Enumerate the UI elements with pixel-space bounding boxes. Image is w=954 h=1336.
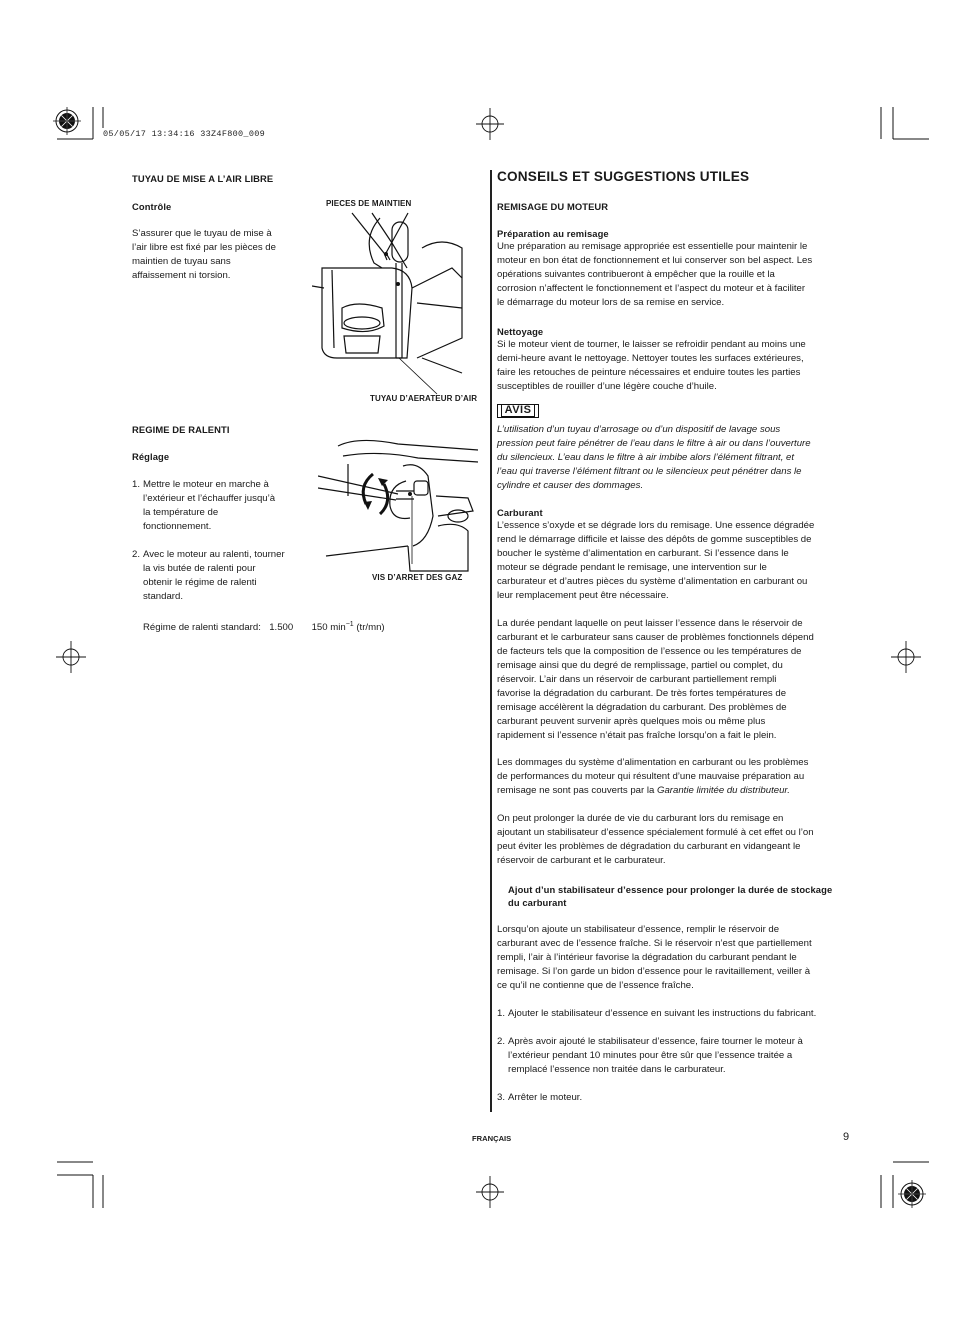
engine-storage-title: REMISAGE DU MOTEUR bbox=[497, 201, 609, 212]
idle-step-2: 2. Avec le moteur au ralenti, tourner la vis butée de ralenti pour obtenir le régime de ralenti standard. bbox=[132, 549, 285, 602]
stabilizer-step-1: 1. Ajouter le stabilisateur d’essence en suivant les instructions du fabricant. bbox=[497, 1008, 817, 1019]
crosshair-bottom-icon bbox=[476, 1176, 504, 1208]
idle-step-1: 1. Mettre le moteur en marche à l’extérieur et l’échauffer jusqu’à la température de fonctionnement. bbox=[132, 479, 276, 532]
fuel-heading: Carburant bbox=[497, 507, 543, 518]
fuel-paragraph-2: La durée pendant laquelle on peut laisser l’essence dans le réservoir de carburant et le carburateur sans causer de problèmes fonctionnels dépend de facteurs tels que la composition de l’essence ou les températures de remisage ainsi que du degré de remplissage, partiel ou complet, du réservoir. L’air dans un réservoir de carburant partiellement rempli favorise la dégradation du carburant. De très fortes températures de remisage accélèrent la dégradation du carburant. Des problèmes de carburant peuvent survenir après quelques mois ou même plus rapidement si l’essence n’était pas fraîche lorsqu’on a fait le plein. bbox=[497, 618, 814, 741]
idle-speed-subtitle: Réglage bbox=[132, 451, 170, 462]
crosshair-top-icon bbox=[476, 108, 504, 140]
stabilizer-step-3: 3. Arrêter le moteur. bbox=[497, 1092, 583, 1103]
throttle-stop-screw-illustration bbox=[318, 436, 486, 576]
breather-tube-subtitle: Contrôle bbox=[132, 201, 172, 212]
stabilizer-step-2: 2. Après avoir ajouté le stabilisateur d’essence, faire tourner le moteur à l’extérieur pendant 10 minutes pour être sûr que l’essence traitée a remplacé l’essence non traitée dans le carburateur. bbox=[497, 1036, 803, 1075]
cleaning-paragraph: Si le moteur vient de tourner, le laisser se refroidir pendant au moins une demi-heure avant le nettoyage. Nettoyer toutes les surfaces extérieures, faire les retouches de peinture nécessaires et enduire toutes les parties susceptibles de rouiller d’une légère couche d’huile. bbox=[497, 339, 806, 392]
crosshair-right-icon bbox=[891, 641, 921, 673]
figure2-caption: VIS D’ARRET DES GAZ bbox=[372, 573, 463, 582]
prep-heading: Préparation au remisage bbox=[497, 228, 609, 239]
figure1-caption-top: PIECES DE MAINTIEN bbox=[326, 199, 412, 208]
idle-speed-title: REGIME DE RALENTI bbox=[132, 424, 230, 435]
figure1-caption-bottom: TUYAU D’AERATEUR D’AIR bbox=[370, 394, 478, 403]
footer-language: FRANÇAIS bbox=[472, 1134, 512, 1143]
notice-badge: AVIS bbox=[497, 404, 539, 418]
notice-paragraph: L’utilisation d’un tuyau d’arrosage ou d’un dispositif de lavage sous pression peut faire pénétrer de l’eau dans le filtre à air ou dans l’ouverture du silencieux. L’eau dans le filtre à air imbibe alors l’élément filtrant, et l’eau qui traverse l’élément filtrant ou le silencieux peut pénétrer dans le cylindre et causer des dommages. bbox=[497, 424, 811, 491]
stabilizer-paragraph: Lorsqu’on ajoute un stabilisateur d’essence, remplir le réservoir de carburant avec de l’essence fraîche. Si le réservoir n’est que partiellement rempli, l’air à l’intérieur favorise la dégradation du carburant pendant le remisage. Si l’on garde un bidon d’essence pour le ravitaillement, veiller à ce qu’il ne contienne que de l’essence fraîche. bbox=[497, 924, 812, 991]
print-stamp: 05/05/17 13:34:16 33Z4F800_009 bbox=[103, 129, 266, 139]
page-number: 9 bbox=[843, 1131, 850, 1143]
column-rule bbox=[490, 170, 492, 1112]
crosshair-left-icon bbox=[56, 641, 86, 673]
breather-tube-paragraph: S’assurer que le tuyau de mise à l’air libre est fixé par les pièces de maintien de tuyau sans affaissement ni torsion. bbox=[132, 228, 276, 281]
fuel-paragraph-4: On peut prolonger la durée de vie du carburant lors du remisage en ajoutant un stabilisateur d’essence spécialement formulé à cet effet ou l’on peut éviter les problèmes de dégradation du carburant en vidangeant le réservoir de carburant et le carburateur. bbox=[497, 813, 814, 866]
starburst-top-left-icon bbox=[53, 107, 81, 135]
starburst-bottom-right-icon bbox=[898, 1180, 926, 1208]
breather-tube-title: TUYAU DE MISE A L’AIR LIBRE bbox=[132, 173, 274, 184]
fuel-paragraph-3: Les dommages du système d’alimentation en carburant ou les problèmes de performances du moteur qui résultent d’une mauvaise préparation au remisage ne sont pas couverts par la Garantie limitée du distributeur. bbox=[497, 757, 809, 796]
fuel-paragraph-1: L’essence s’oxyde et se dégrade lors du remisage. Une essence dégradée rend le démarrage difficile et laisse des dépôts de gomme susceptibles de boucher le système d’alimentation en carburant. Si l’essence dans le moteur se dégrade pendant le remisage, une intervention sur le carburateur et d’autres pièces du système d’alimentation en carburant ou leur remplacement peut être nécessaire. bbox=[497, 520, 815, 601]
prep-paragraph: Une préparation au remisage appropriée est essentielle pour maintenir le moteur en bon état de fonctionnement et lui conserver son bel aspect. Les opérations suivantes contribueront à empêcher que la rouille et la corrosion n’affectent le fonctionnement et l’aspect du moteur et à faciliter le démarrage du moteur lors de sa remise en service. bbox=[497, 241, 813, 308]
idle-speed-spec: Régime de ralenti standard: 1.500 150 $\min^{-1} (tr/mn)$ bbox=[143, 621, 385, 634]
stabilizer-heading: Ajout d’un stabilisateur d’essence pour prolonger la durée de stockage du carburant bbox=[508, 884, 833, 908]
cleaning-heading: Nettoyage bbox=[497, 326, 544, 337]
breather-tube-illustration bbox=[312, 208, 477, 398]
section-title: CONSEILS ET SUGGESTIONS UTILES bbox=[497, 169, 750, 184]
